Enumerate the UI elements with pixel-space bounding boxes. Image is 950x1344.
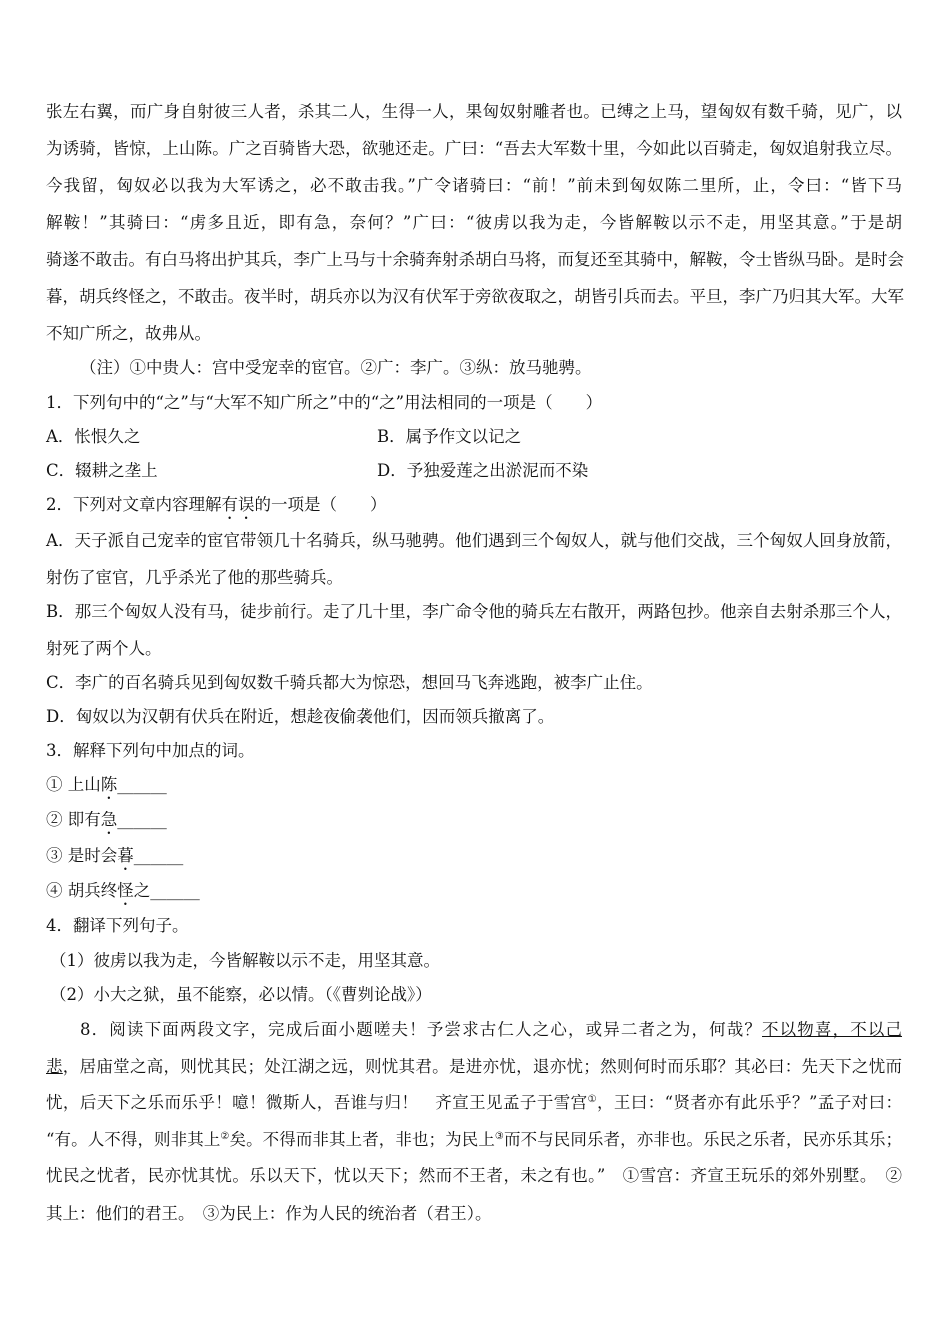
- q2-option-a-cont: 射伤了宦官，几乎杀光了他的那些骑兵。: [46, 568, 343, 587]
- passage-line: 张左右翼，而广身自射彼三人者，杀其二人，生得一人，果匈奴射雕者也。已缚之上马，望匈奴有数千骑，见广，以: [46, 102, 902, 121]
- q3-item: ② 即有急______: [46, 810, 167, 829]
- answer-blank[interactable]: ______: [150, 881, 200, 900]
- passage-line: 解鞍！”其骑曰：“虏多且近，即有急，奈何？”广曰：“彼虏以我为走，今皆解鞍以示不走，用坚其意。”于是胡: [46, 213, 902, 232]
- q4-sentence-1: （1）彼虏以我为走，今皆解鞍以示不走，用坚其意。: [50, 951, 440, 970]
- passage-line: 今我留，匈奴必以我为大军诱之，必不敢击我。”广令诸骑曰：“前！”前未到匈奴陈二里所，止，令曰：“皆下马: [46, 176, 902, 195]
- q8-line: 忧，后天下之乐而乐乎！噫！微斯人，吾谁与归！ 齐宣王见孟子于雪宫①，王曰：“贤者亦有此乐乎？”孟子对曰：: [46, 1093, 902, 1112]
- footnote-marker: ②: [220, 1131, 230, 1142]
- question-1-stem: 1．下列句中的“之”与“大军不知广所之”中的“之”用法相同的一项是（ ）: [46, 393, 603, 412]
- question-4-stem: 4．翻译下列句子。: [46, 916, 189, 935]
- q3-item: ④ 胡兵终怪之______: [46, 881, 200, 900]
- emphasized-word: 有误: [221, 495, 255, 514]
- q8-line: 其上：他们的君王。 ③为民上：作为人民的统治者（君王）。: [46, 1204, 492, 1223]
- q8-line: 8．阅读下面两段文字，完成后面小题嗟夫！予尝求古仁人之心，或异二者之为，何哉？不以物喜，不以己: [80, 1020, 903, 1039]
- dotted-word: 陈: [100, 775, 118, 794]
- q3-item: ① 上山陈______: [46, 775, 167, 794]
- q1-option-a: A．怅恨久之: [46, 427, 141, 446]
- q2-option-d: D．匈奴以为汉朝有伏兵在附近，想趁夜偷袭他们，因而领兵撤离了。: [46, 707, 555, 726]
- question-2-stem: 2．下列对文章内容理解有误的一项是（ ）: [46, 495, 387, 514]
- dotted-word: 怪: [117, 881, 134, 900]
- q1-option-d: D．予独爱莲之出淤泥而不染: [377, 461, 589, 480]
- footnote-marker: ①: [587, 1094, 597, 1105]
- q2-option-c: C．李广的百名骑兵见到匈奴数千骑兵都大为惊恐，想回马飞奔逃跑，被李广止住。: [46, 673, 653, 692]
- answer-blank[interactable]: ______: [117, 810, 167, 829]
- q3-item: ③ 是时会暮______: [46, 846, 184, 865]
- q2-option-a: A．天子派自己宠幸的宦官带领几十名骑兵，纵马驰骋。他们遇到三个匈奴人，就与他们交战，三个匈奴人回身放箭，: [46, 531, 902, 550]
- underlined-text: 不以物喜，不以己: [762, 1020, 903, 1039]
- dotted-word: 暮: [117, 846, 134, 865]
- footnote-marker: ③: [494, 1131, 504, 1142]
- q2-option-b-cont: 射死了两个人。: [46, 639, 162, 658]
- question-3-stem: 3．解释下列句中加点的词。: [46, 741, 255, 760]
- passage-note: （注）①中贵人：宫中受宠幸的宦官。②广：李广。③纵：放马驰骋。: [80, 358, 592, 377]
- passage-line: 骑遂不敢击。有白马将出护其兵，李广上马与十余骑奔射杀胡白马将，而复还至其骑中，解鞍，令士皆纵马卧。是时会: [46, 250, 904, 269]
- dotted-word: 急: [100, 810, 118, 829]
- q1-option-c: C．辍耕之垄上: [46, 461, 158, 480]
- passage-line: 不知广所之，故弗从。: [46, 324, 211, 343]
- q4-sentence-2: （2）小大之狱，虽不能察，必以情。（《曹刿论战》）: [50, 985, 432, 1004]
- q8-line: 忧民之忧者，民亦忧其忧。乐以天下，忧以天下；然而不王者，未之有也。” ①雪宫：齐宣王玩乐的郊外别墅。 ②: [46, 1166, 902, 1185]
- underlined-text: 悲: [46, 1057, 63, 1076]
- q1-option-b: B．属予作文以记之: [377, 427, 522, 446]
- q8-line: “有。人不得，则非其上②矣。不得而非其上者，非也；为民上③而不与民同乐者，亦非也。乐民之乐者，民亦乐其乐；: [46, 1130, 903, 1149]
- passage-line: 暮，胡兵终怪之，不敢击。夜半时，胡兵亦以为汉有伏军于旁欲夜取之，胡皆引兵而去。平旦，李广乃归其大军。大军: [46, 287, 904, 306]
- answer-blank[interactable]: ______: [117, 775, 167, 794]
- passage-line: 为诱骑，皆惊，上山陈。广之百骑皆大恐，欲驰还走。广曰：“吾去大军数十里，今如此以百骑走，匈奴追射我立尽。: [46, 139, 902, 158]
- q2-option-b: B．那三个匈奴人没有马，徒步前行。走了几十里，李广命令他的骑兵左右散开，两路包抄。他亲自去射杀那三个人，: [46, 602, 902, 621]
- answer-blank[interactable]: ______: [133, 846, 184, 865]
- q8-line: 悲，居庙堂之高，则忧其民；处江湖之远，则忧其君。是进亦忧，退亦忧；然则何时而乐耶？其必曰：先天下之忧而: [46, 1057, 903, 1076]
